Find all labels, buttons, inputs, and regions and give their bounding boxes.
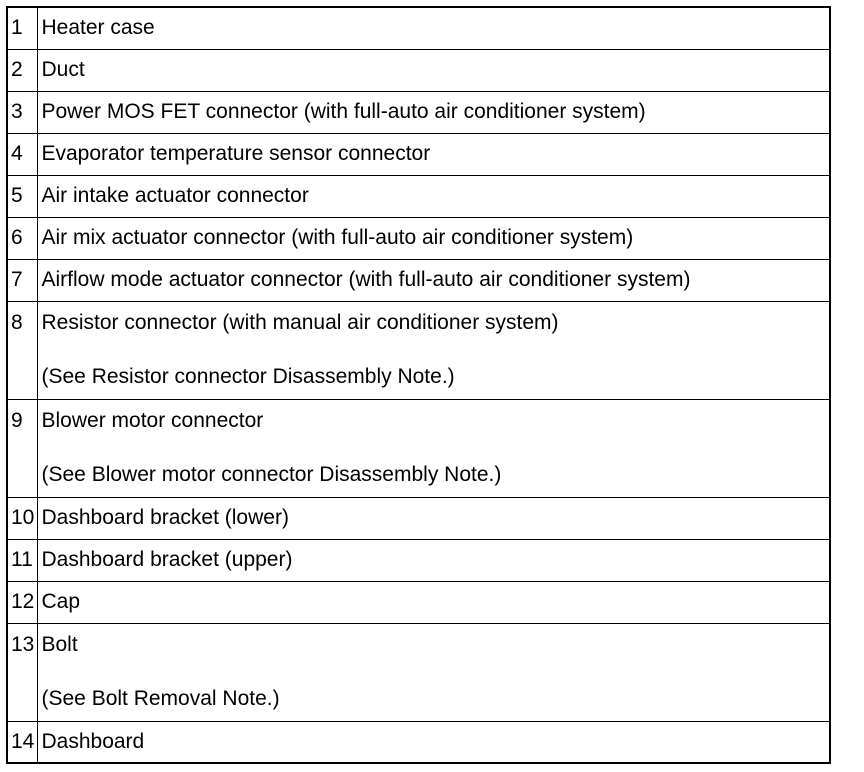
part-number: 1 bbox=[7, 7, 37, 49]
part-number: 2 bbox=[7, 49, 37, 91]
part-description bbox=[37, 7, 830, 49]
parts-table-body bbox=[7, 7, 830, 763]
parts-table bbox=[6, 6, 831, 764]
part-description-line: Duct bbox=[41, 58, 85, 81]
part-description bbox=[37, 539, 830, 581]
part-note: (See Bolt Removal Note.) bbox=[41, 686, 280, 710]
part-description-line: Dashboard bracket (upper) bbox=[41, 548, 293, 571]
part-number: 3 bbox=[7, 91, 37, 133]
table-row bbox=[7, 623, 830, 721]
part-description-line: Power MOS FET connector (with full-auto air conditioner system) bbox=[41, 100, 646, 123]
part-number: 8 bbox=[7, 301, 37, 399]
table-row bbox=[7, 217, 830, 259]
part-description bbox=[37, 49, 830, 91]
part-description bbox=[37, 623, 830, 721]
part-number: 7 bbox=[7, 259, 37, 301]
part-description-line: Dashboard bbox=[41, 729, 145, 753]
table-row bbox=[7, 259, 830, 301]
table-row bbox=[7, 539, 830, 581]
part-number: 4 bbox=[7, 133, 37, 175]
part-description bbox=[37, 91, 830, 133]
part-description-line: Blower motor connector bbox=[41, 408, 264, 432]
part-description-line: Cap bbox=[41, 590, 81, 613]
table-row bbox=[7, 721, 830, 763]
part-description bbox=[37, 133, 830, 175]
part-number: 11 bbox=[7, 539, 37, 581]
part-description-line: Resistor connector (with manual air conditioner system) bbox=[41, 310, 559, 334]
part-number: 5 bbox=[7, 175, 37, 217]
table-row bbox=[7, 91, 830, 133]
part-description bbox=[37, 301, 830, 399]
table-row bbox=[7, 49, 830, 91]
table-row bbox=[7, 581, 830, 623]
part-description-line: Air intake actuator connector bbox=[41, 184, 309, 207]
part-description bbox=[37, 399, 830, 497]
table-row bbox=[7, 7, 830, 49]
part-note: (See Resistor connector Disassembly Note.) bbox=[41, 364, 455, 388]
part-description-line: Airflow mode actuator connector (with full-auto air conditioner system) bbox=[41, 268, 691, 291]
part-description-line: Bolt bbox=[41, 632, 78, 656]
part-number: 9 bbox=[7, 399, 37, 497]
part-description bbox=[37, 175, 830, 217]
part-description-line: Heater case bbox=[41, 16, 155, 40]
part-note: (See Blower motor connector Disassembly Note.) bbox=[41, 462, 502, 486]
part-description bbox=[37, 259, 830, 301]
table-row bbox=[7, 133, 830, 175]
part-description bbox=[37, 581, 830, 623]
part-number: 6 bbox=[7, 217, 37, 259]
table-row bbox=[7, 497, 830, 539]
table-row bbox=[7, 175, 830, 217]
part-number: 14 bbox=[7, 721, 37, 763]
table-row bbox=[7, 399, 830, 497]
part-description-line: Air mix actuator connector (with full-auto air conditioner system) bbox=[41, 226, 634, 249]
part-number: 13 bbox=[7, 623, 37, 721]
part-number: 12 bbox=[7, 581, 37, 623]
part-description bbox=[37, 721, 830, 763]
part-number: 10 bbox=[7, 497, 37, 539]
part-description-line: Dashboard bracket (lower) bbox=[41, 506, 289, 529]
part-description bbox=[37, 217, 830, 259]
part-description-line: Evaporator temperature sensor connector bbox=[41, 142, 431, 165]
part-description bbox=[37, 497, 830, 539]
table-row bbox=[7, 301, 830, 399]
